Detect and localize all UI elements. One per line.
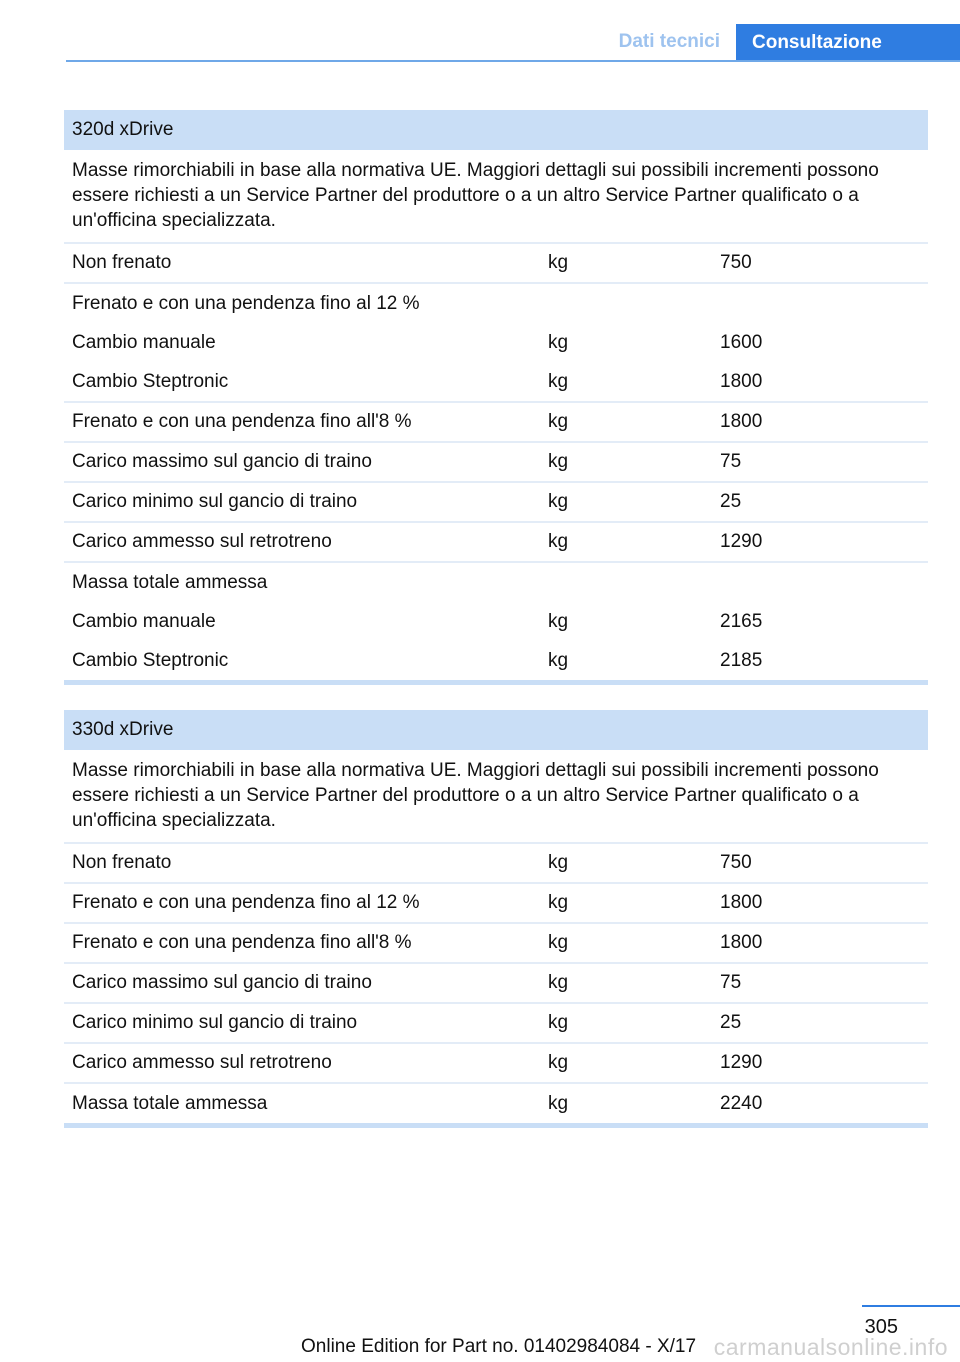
row-value: 1290 [720, 1052, 763, 1073]
row-label: Carico massimo sul gancio di traino [72, 451, 372, 472]
table-header: 330d xDrive [64, 710, 928, 750]
row-unit: kg [548, 852, 569, 873]
row-label: Frenato e con una pendenza fino al 12 % [72, 892, 420, 913]
row-value: 25 [720, 491, 742, 512]
row-value: 75 [720, 972, 742, 993]
row-value: 750 [720, 252, 752, 273]
row-value: 75 [720, 451, 742, 472]
header-rule [66, 60, 960, 62]
row-unit: kg [548, 932, 569, 953]
row-unit: kg [548, 531, 569, 552]
table-row [64, 563, 928, 602]
table-row [64, 523, 928, 563]
table-row [64, 641, 928, 680]
table-row [64, 844, 928, 884]
row-unit: kg [548, 252, 569, 273]
row-label: Cambio manuale [72, 611, 216, 632]
table-row [64, 964, 928, 1004]
row-unit: kg [548, 611, 569, 632]
tab-dati-tecnici[interactable]: Dati tecnici [618, 31, 720, 52]
row-label: Frenato e con una pendenza fino al 12 % [72, 293, 420, 314]
row-unit [538, 563, 712, 602]
table-description: Masse rimorchiabili in base alla normativa UE. Maggiori dettagli sui possibili incrementi possono essere richiesti a un Service Partner del produttore o a un altro Service Partner qualificato o a un'officina specializzata. [64, 750, 928, 844]
row-label: Non frenato [72, 852, 172, 873]
table-row [64, 924, 928, 964]
table-row [64, 1044, 928, 1084]
row-label: Carico minimo sul gancio di traino [72, 1012, 358, 1033]
row-value: 2165 [720, 611, 763, 632]
row-label: Cambio manuale [72, 332, 216, 353]
row-value: 1800 [720, 411, 763, 432]
table-row [64, 362, 928, 403]
row-unit: kg [548, 1052, 569, 1073]
row-unit [538, 284, 712, 323]
row-label: Non frenato [72, 252, 172, 273]
tab-consultazione[interactable]: Consultazione [736, 24, 960, 62]
table-end-bar [64, 680, 928, 685]
row-label: Massa totale ammessa [72, 1093, 268, 1114]
table-row [64, 403, 928, 443]
footer-rule [862, 1305, 960, 1307]
row-value: 2185 [720, 650, 763, 671]
row-label: Massa totale ammessa [72, 572, 268, 593]
row-label: Carico massimo sul gancio di traino [72, 972, 372, 993]
table-row [64, 1004, 928, 1044]
table-row [64, 602, 928, 641]
table-row [64, 884, 928, 924]
table-end-bar [64, 1123, 928, 1128]
row-value: 2240 [720, 1093, 763, 1114]
row-label: Carico minimo sul gancio di traino [72, 491, 358, 512]
row-unit: kg [548, 451, 569, 472]
row-unit: kg [548, 892, 569, 913]
row-value: 750 [720, 852, 752, 873]
table-row [64, 284, 928, 323]
row-label: Cambio Steptronic [72, 371, 229, 392]
row-value: 1800 [720, 371, 763, 392]
row-value: 1800 [720, 932, 763, 953]
row-unit: kg [548, 332, 569, 353]
row-unit: kg [548, 650, 569, 671]
row-value: 25 [720, 1012, 742, 1033]
row-value [712, 284, 928, 323]
row-value: 1290 [720, 531, 763, 552]
row-value: 1600 [720, 332, 763, 353]
row-value [712, 563, 928, 602]
row-label: Frenato e con una pendenza fino all'8 % [72, 932, 412, 953]
row-label: Frenato e con una pendenza fino all'8 % [72, 411, 412, 432]
table-330d-xdrive [64, 710, 928, 1128]
row-unit: kg [548, 1012, 569, 1033]
table-header: 320d xDrive [64, 110, 928, 150]
top-navigation [0, 24, 960, 62]
page-number: 305 [864, 1316, 898, 1338]
row-label: Carico ammesso sul retrotreno [72, 1052, 332, 1073]
table-row [64, 244, 928, 284]
row-unit: kg [548, 491, 569, 512]
row-value: 1800 [720, 892, 763, 913]
row-unit: kg [548, 411, 569, 432]
table-320d-xdrive [64, 110, 928, 685]
table-row [64, 483, 928, 523]
table-row [64, 1084, 928, 1123]
table-row [64, 323, 928, 362]
row-unit: kg [548, 371, 569, 392]
table-description: Masse rimorchiabili in base alla normativa UE. Maggiori dettagli sui possibili incrementi possono essere richiesti a un Service Partner del produttore o a un altro Service Partner qualificato o a un'officina specializzata. [64, 150, 928, 244]
row-unit: kg [548, 1093, 569, 1114]
row-label: Carico ammesso sul retrotreno [72, 531, 332, 552]
watermark: carmanualsonline.info [713, 1334, 948, 1360]
row-label: Cambio Steptronic [72, 650, 229, 671]
edition-note: Online Edition for Part no. 01402984084 - X/17 [301, 1336, 697, 1357]
row-unit: kg [548, 972, 569, 993]
table-row [64, 443, 928, 483]
